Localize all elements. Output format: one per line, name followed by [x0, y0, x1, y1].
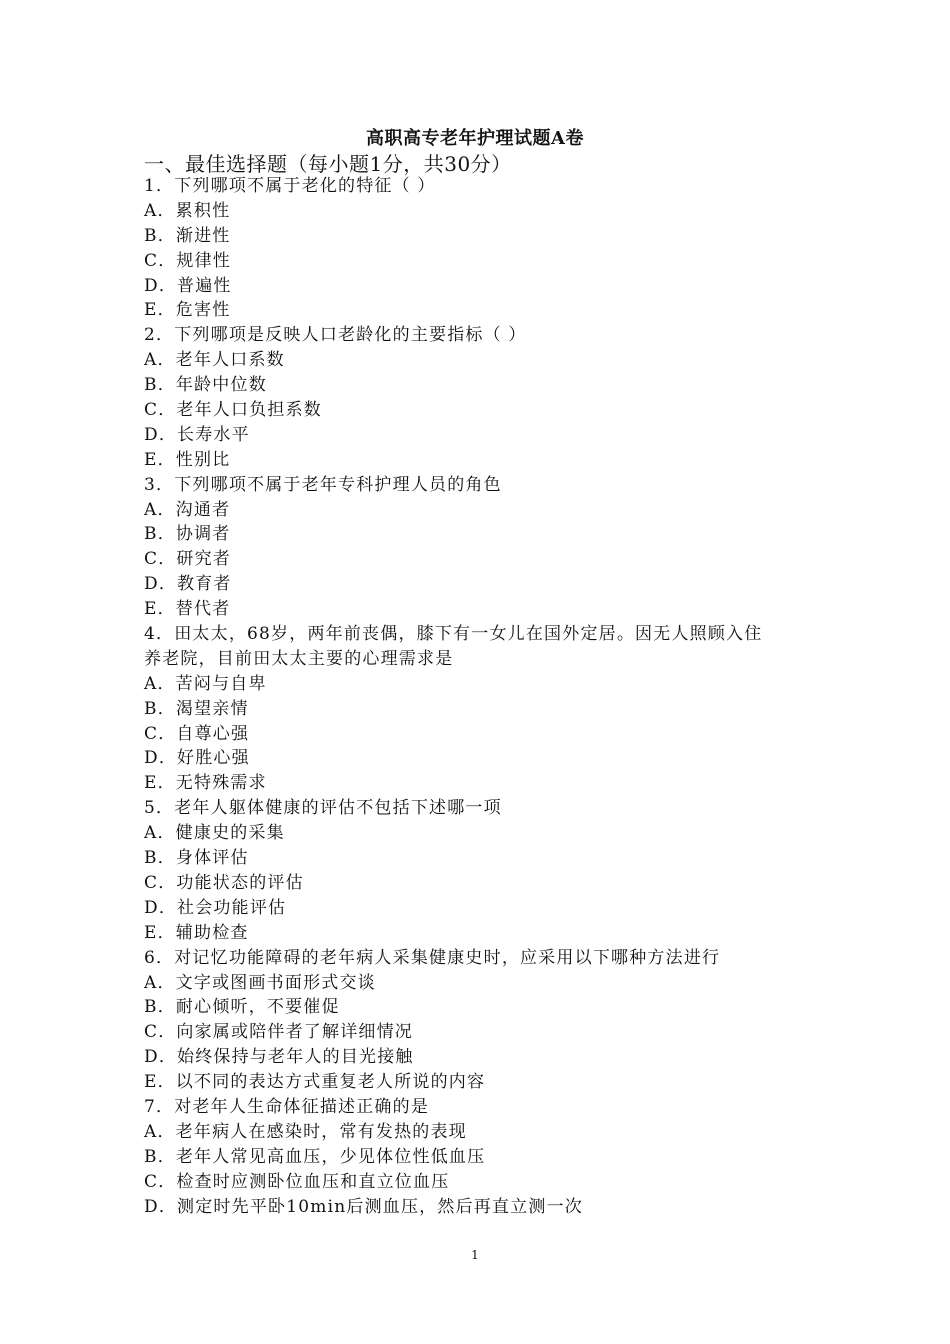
- answer-option: B．身体评估: [144, 848, 249, 869]
- answer-option: B．耐心倾听，不要催促: [144, 997, 340, 1018]
- answer-option: A．文字或图画书面形式交谈: [144, 972, 376, 993]
- question-text: 2．下列哪项是反映人口老龄化的主要指标（ ）: [144, 325, 527, 346]
- answer-option: E．辅助检查: [144, 922, 249, 943]
- question-list: [144, 174, 824, 1219]
- answer-option: E．无特殊需求: [144, 773, 267, 794]
- answer-option: C．研究者: [144, 549, 232, 570]
- answer-option: D．社会功能评估: [144, 897, 287, 918]
- answer-option: E．性别比: [144, 449, 231, 470]
- answer-option: A．沟通者: [144, 499, 231, 520]
- answer-option: C．自尊心强: [144, 723, 250, 744]
- question-text: 养老院，目前田太太主要的心理需求是: [144, 648, 454, 669]
- answer-option: A．苦闷与自卑: [144, 673, 267, 694]
- document-title: 高职高专老年护理试题A卷: [366, 128, 584, 149]
- answer-option: B．渐进性: [144, 225, 231, 246]
- answer-option: B．年龄中位数: [144, 375, 267, 396]
- answer-option: D．测定时先平卧10min后测血压，然后再直立测一次: [144, 1196, 583, 1217]
- answer-option: E．以不同的表达方式重复老人所说的内容: [144, 1072, 486, 1093]
- question-text: 3．下列哪项不属于老年专科护理人员的角色: [144, 474, 502, 495]
- answer-option: E．危害性: [144, 300, 231, 321]
- answer-option: B．老年人常见高血压，少见体位性低血压: [144, 1146, 486, 1167]
- answer-option: C．向家属或陪伴者了解详细情况: [144, 1022, 414, 1043]
- answer-option: C．规律性: [144, 250, 232, 271]
- question-text: 5．老年人躯体健康的评估不包括下述哪一项: [144, 798, 502, 819]
- answer-option: D．教育者: [144, 574, 232, 595]
- question-text: 7．对老年人生命体征描述正确的是: [144, 1096, 430, 1117]
- question-text: 4．田太太，68岁，两年前丧偶，膝下有一女儿在国外定居。因无人照顾入住: [144, 624, 763, 645]
- answer-option: D．好胜心强: [144, 748, 250, 769]
- answer-option: D．长寿水平: [144, 424, 250, 445]
- page-number: 1: [471, 1248, 479, 1262]
- answer-option: A．老年人口系数: [144, 350, 285, 371]
- section-heading: 一、最佳选择题（每小题1分，共30分）: [144, 152, 512, 176]
- answer-option: A．健康史的采集: [144, 823, 285, 844]
- answer-option: B．协调者: [144, 524, 231, 545]
- answer-option: C．功能状态的评估: [144, 872, 304, 893]
- question-text: 6．对记忆功能障碍的老年病人采集健康史时，应采用以下哪种方法进行: [144, 947, 721, 968]
- answer-option: B．渴望亲情: [144, 698, 249, 719]
- answer-option: E．替代者: [144, 599, 231, 620]
- answer-option: A．累积性: [144, 200, 231, 221]
- question-text: 1．下列哪项不属于老化的特征（ ）: [144, 176, 436, 196]
- answer-option: D．普遍性: [144, 275, 232, 296]
- answer-option: C．老年人口负担系数: [144, 400, 323, 421]
- answer-option: C．检查时应测卧位血压和直立位血压: [144, 1171, 450, 1192]
- answer-option: D．始终保持与老年人的目光接触: [144, 1047, 414, 1068]
- answer-option: A．老年病人在感染时，常有发热的表现: [144, 1121, 467, 1142]
